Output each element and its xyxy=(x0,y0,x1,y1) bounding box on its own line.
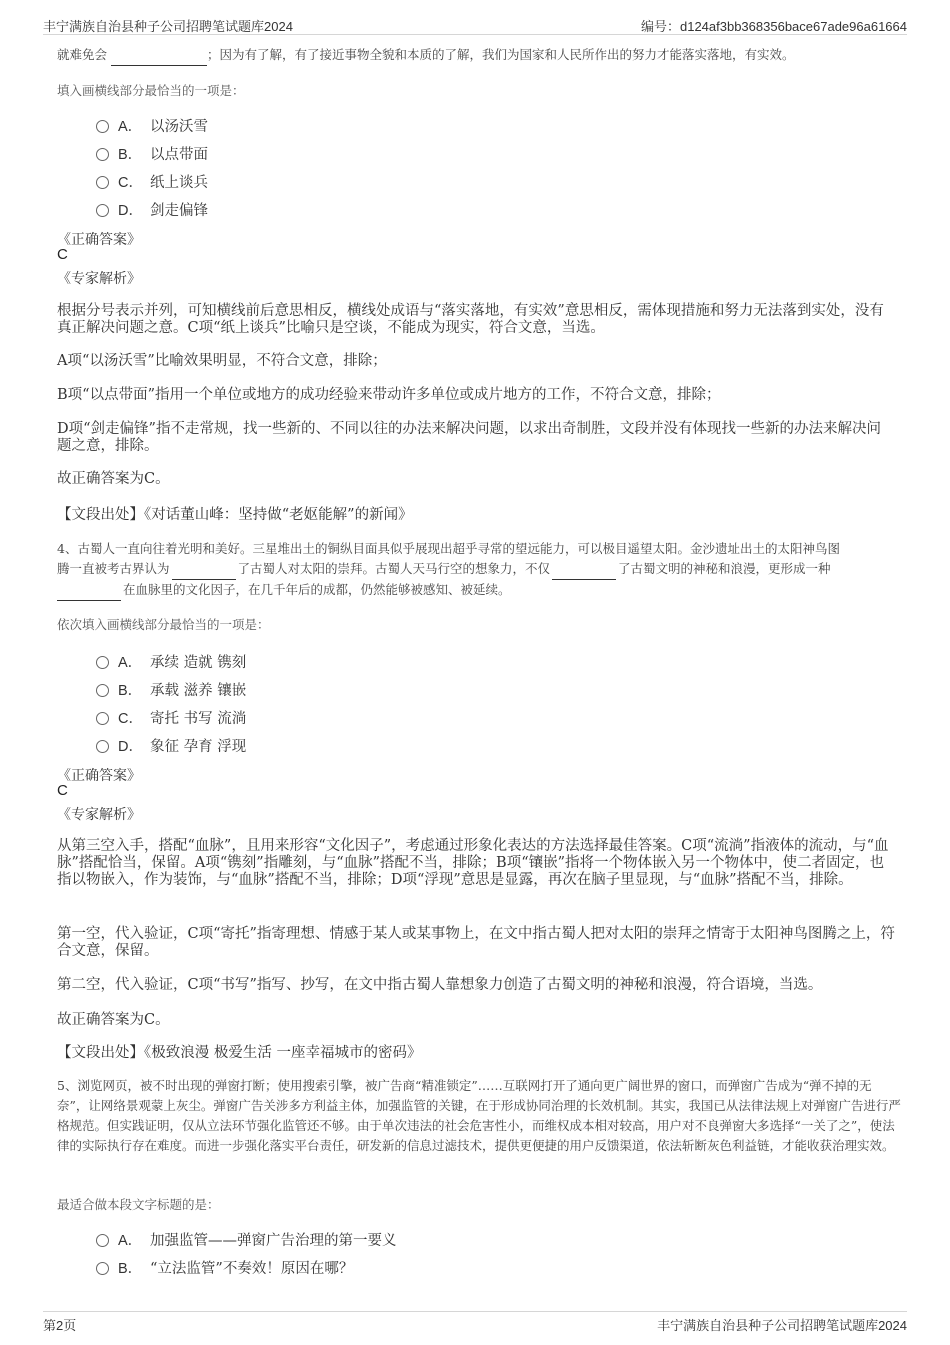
q4-analysis-3: 第二空，代入验证，C项“书写”指写、抄写，在文中指古蜀人靠想象力创造了古蜀文明的神秘和浪漫，符合语境，当选。 xyxy=(57,977,823,993)
q3-prompt: 填入画横线部分最恰当的一项是： xyxy=(57,83,245,98)
q4-option-d[interactable]: D． 象征 孕育 浮现 xyxy=(96,735,246,757)
q3-analysis-3: B项“以点带面”指用一个单位或地方的成功经验来带动许多单位或成片地方的工作，不符合文意，排除； xyxy=(57,387,721,403)
radio-icon[interactable] xyxy=(96,148,109,161)
q3-option-a[interactable]: A． 以汤沃雪 xyxy=(96,115,208,137)
q4-answer: C xyxy=(57,782,68,799)
q4-option-b[interactable]: B． 承载 滋养 镶嵌 xyxy=(96,679,246,701)
radio-icon[interactable] xyxy=(96,176,109,189)
q3-analysis-1: 根据分号表示并列，可知横线前后意思相反，横线处成语与“落实落地，有实效”意思相反，需体现措施和努力无法落到实处，没有真正解决问题之意。C项“纸上谈兵”比喻只是空谈，不能成为现实，符合文意，当选。 xyxy=(57,303,884,336)
q3-blank xyxy=(111,45,207,66)
radio-icon[interactable] xyxy=(96,1262,109,1275)
q4-option-c[interactable]: C． 寄托 书写 流淌 xyxy=(96,707,246,729)
q3-answer: C xyxy=(57,246,68,263)
q5-option-b[interactable]: B． “立法监管”不奏效！原因在哪？ xyxy=(96,1257,353,1279)
footer-title: 丰宁满族自治县种子公司招聘笔试题库2024 xyxy=(657,1318,907,1333)
q4-source: 【文段出处】《极致浪漫 极爱生活 一座幸福城市的密码》 xyxy=(57,1045,422,1061)
q3-analysis-5: 故正确答案为C。 xyxy=(57,471,170,487)
q4-blank-3 xyxy=(57,580,121,601)
radio-icon[interactable] xyxy=(96,120,109,133)
q4-blank-1 xyxy=(172,559,236,580)
q4-answer-label: 《正确答案》 xyxy=(57,768,141,784)
q5-option-a[interactable]: A． 加强监管——弹窗广告治理的第一要义 xyxy=(96,1229,397,1251)
radio-icon[interactable] xyxy=(96,740,109,753)
q5-prompt: 最适合做本段文字标题的是： xyxy=(57,1197,220,1212)
q3-option-b[interactable]: B． 以点带面 xyxy=(96,143,208,165)
q4-text: 4、古蜀人一直向往着光明和美好。三星堆出土的铜纵目面具似乎展现出超乎寻常的望远能力，可以极目遥望太阳。金沙遗址出土的太阳神鸟图 腾一直被考古界认为 了古蜀人对太阳的崇拜。古蜀人天马行空的想象力，不仅 了古蜀文明的神秘和浪漫，更形成一种 在血脉里的文化因子，在几千年后的成都，仍然能够被感知、被延续。 xyxy=(57,539,902,601)
q4-blank-2 xyxy=(552,559,616,580)
q3-analysis-label: 《专家解析》 xyxy=(57,271,141,287)
q5-text: 5、浏览网页，被不时出现的弹窗打断；使用搜索引擎，被广告商“精准锁定”……互联网打开了通向更广阔世界的窗口，而弹窗广告成为“弹不掉的无奈”，让网络景观蒙上灰尘。弹窗广告关涉多方利益主体，加强监管的关键，在于形成协同治理的长效机制。其实，我国已从法律法规上对弹窗广告进行严格规范。但实践证明，仅从立法环节强化监管还不够。由于单次违法的社会危害性小，而维权成本相对较高，用户对不良弹窗大多选择“一关了之”，使法律的实际执行存在难度。而进一步强化落实平台责任，研发新的信息过滤技术，提供更便捷的用户反馈渠道，依法斩断灰色利益链，才能收获治理实效。 xyxy=(57,1078,901,1153)
radio-icon[interactable] xyxy=(96,712,109,725)
page-footer xyxy=(43,1311,907,1332)
q3-answer-label: 《正确答案》 xyxy=(57,232,141,248)
q4-analysis-4: 故正确答案为C。 xyxy=(57,1012,170,1028)
header-title: 丰宁满族自治县种子公司招聘笔试题库2024 xyxy=(43,19,293,34)
q3-analysis-4: D项“剑走偏锋”指不走常规，找一些新的、不同以往的办法来解决问题，以求出奇制胜，文段并没有体现找一些新的办法来解决问题之意，排除。 xyxy=(57,421,881,454)
q3-analysis-2: A项“以汤沃雪”比喻效果明显，不符合文意，排除； xyxy=(57,353,387,369)
q4-analysis-2: 第一空，代入验证，C项“寄托”指寄理想、情感于某人或某事物上，在文中指古蜀人把对太阳的崇拜之情寄于太阳神鸟图腾之上，符合文意，保留。 xyxy=(57,926,895,959)
header-serial: 编号：d124af3bb368356bace67ade96a61664 xyxy=(640,19,907,34)
q3-source: 【文段出处】《对话董山峰：坚持做“老妪能解”的新闻》 xyxy=(57,507,413,523)
q3-text: 就难免会 ；因为有了解，有了接近事物全貌和本质的了解，我们为国家和人民所作出的努力才能落实落地，有实效。 xyxy=(57,45,795,66)
radio-icon[interactable] xyxy=(96,1234,109,1247)
page-header xyxy=(43,14,907,35)
q4-analysis-label: 《专家解析》 xyxy=(57,807,141,823)
q3-option-c[interactable]: C． 纸上谈兵 xyxy=(96,171,208,193)
q3-option-d[interactable]: D． 剑走偏锋 xyxy=(96,199,208,221)
q4-option-a[interactable]: A． 承续 造就 镌刻 xyxy=(96,651,246,673)
q4-prompt: 依次填入画横线部分最恰当的一项是： xyxy=(57,617,270,632)
page-number: 第2页 xyxy=(43,1318,77,1333)
radio-icon[interactable] xyxy=(96,684,109,697)
radio-icon[interactable] xyxy=(96,204,109,217)
radio-icon[interactable] xyxy=(96,656,109,669)
q4-analysis-1: 从第三空入手，搭配“血脉”，且用来形容“文化因子”，考虑通过形象化表达的方法选择最佳答案。C项“流淌”指液体的流动，与“血脉”搭配恰当，保留。A项“镌刻”指雕刻，与“血脉”搭配不当，排除；B项“镶嵌”指将一个物体嵌入另一个物体中，使二者固定，也指以物嵌入，作为装饰，与“血脉”搭配不当，排除；D项“浮现”意思是显露，再次在脑子里显现，与“血脉”搭配不当，排除。 xyxy=(57,838,889,888)
